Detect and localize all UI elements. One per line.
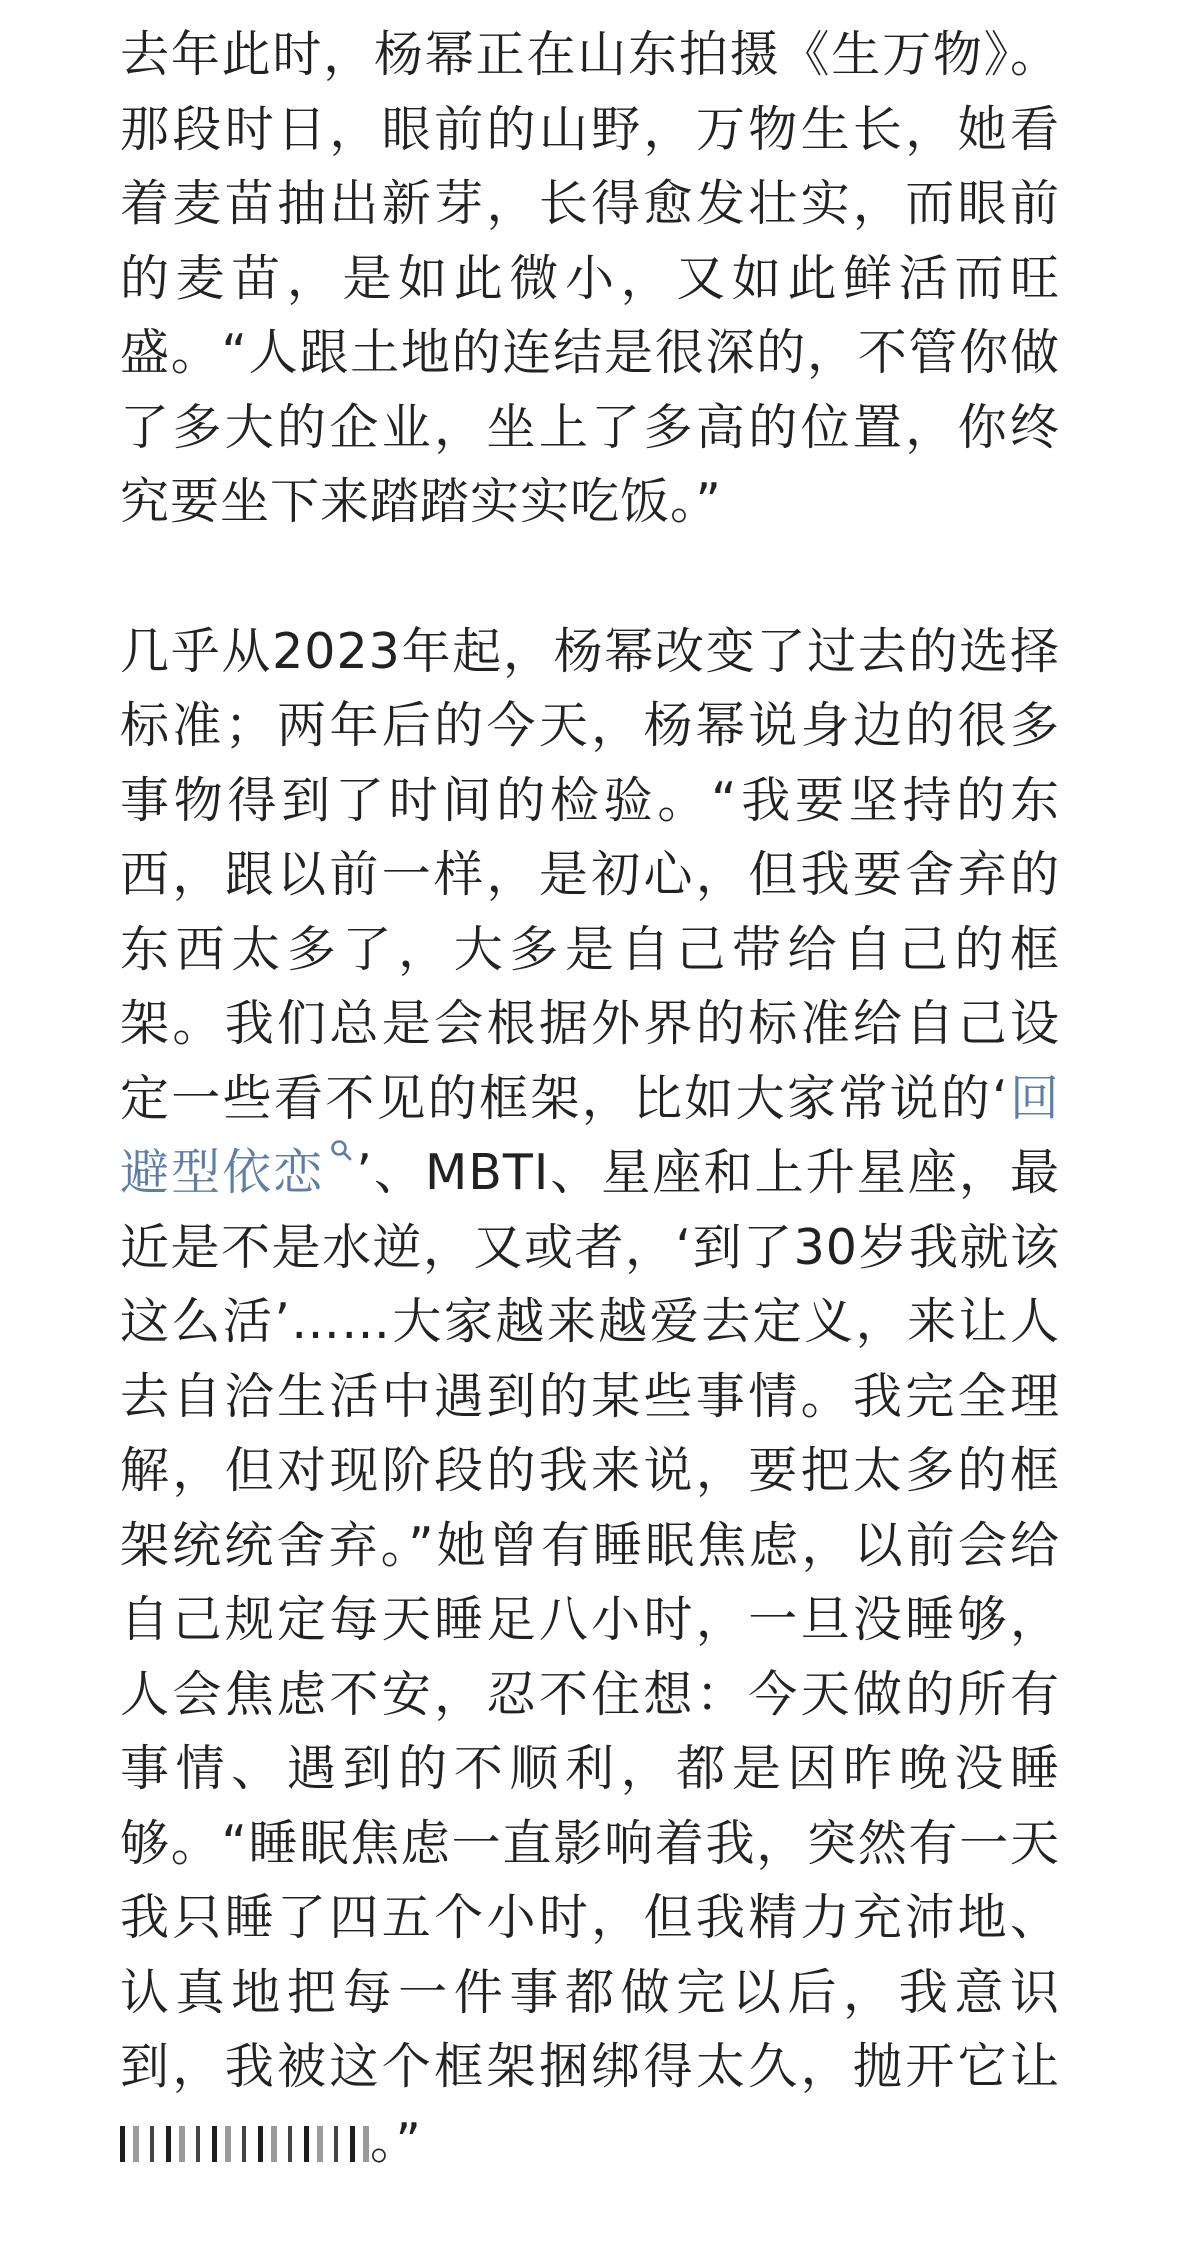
paragraph-2-text-before-link: 几乎从2023年起，杨幂改变了过去的选择标准；两年后的今天，杨幂说身边的很多事物得到了时间的检验。“我要坚持的东西，跟以前一样，是初心，但我要舍弃的东西太多了，大多是自己带给自己的框架。我们总是会根据外界的标准给自己设定一些看不见的框架，比如大家常说的‘: [120, 622, 1060, 1127]
paragraph-2: [120, 615, 1060, 2180]
topic-link-avoidant-attachment[interactable]: 回避型依恋: [120, 1069, 1060, 1201]
paragraph-2-text-after-link: ’、MBTI、星座和上升星座，最近是不是水逆，又或者，‘到了30岁我就该这么活’……大家越来越爱去定义，来让人去自洽生活中遇到的某些事情。我完全理解，但对现阶段的我来说，要把太多的框架统统舍弃。”她曾有睡眠焦虑，以前会给自己规定每天睡足八小时，一旦没睡够，人会焦虑不安，忍不住想：今天做的所有事情、遇到的不顺利，都是因昨晚没睡够。“睡眠焦虑一直影响着我，突然有一天我只睡了四五个小时，但我精力充沛地、认真地把每一件事都做完以后，我意识到，我被这个框架捆绑得太久，抛开它让: [120, 1144, 1060, 2095]
search-icon[interactable]: [330, 1139, 352, 1161]
article-body: [120, 18, 1060, 2179]
paragraph-1: 去年此时，杨幂正在山东拍摄《生万物》。那段时日，眼前的山野，万物生长，她看着麦苗抽出新芽，长得愈发壮实，而眼前的麦苗，是如此微小，又如此鲜活而旺盛。“人跟土地的连结是很深的，不管你做了多大的企业，坐上了多高的位置，你终究要坐下来踏踏实实吃饭。”: [120, 26, 1060, 530]
pixelated-text-mask: [120, 2126, 370, 2162]
paragraph-2-closing-quote: 。”: [370, 2112, 422, 2170]
